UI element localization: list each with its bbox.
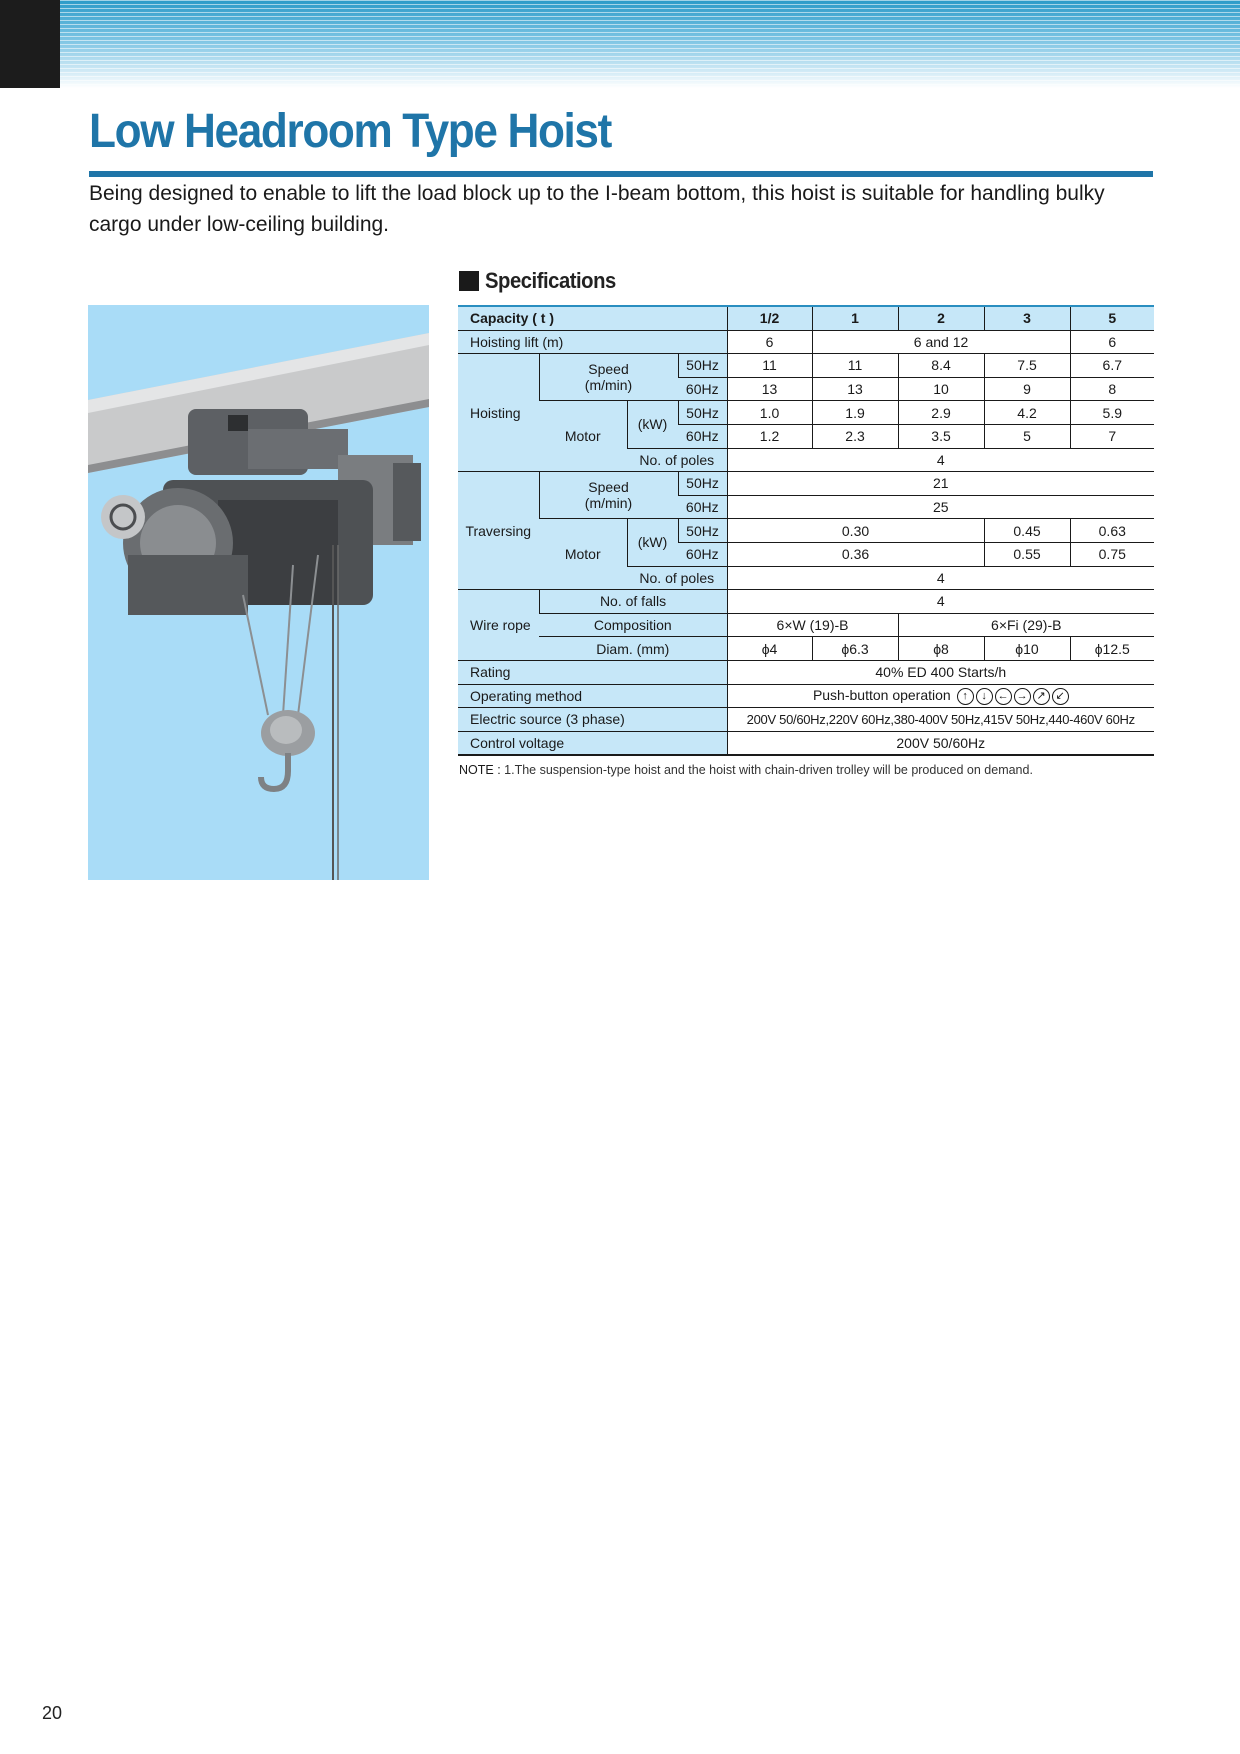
table-cell: 1.2 bbox=[727, 424, 812, 448]
hoisting-motor-label: Motor bbox=[539, 401, 627, 472]
control-voltage-label: Control voltage bbox=[458, 731, 727, 755]
table-cell: 6×W (19)-B bbox=[727, 613, 898, 637]
page-title: Low Headroom Type Hoist bbox=[89, 105, 611, 158]
electric-source-label: Electric source (3 phase) bbox=[458, 708, 727, 732]
arrow-right-icon: → bbox=[1014, 688, 1031, 705]
table-cell: 4 bbox=[727, 566, 1154, 590]
note-prefix: NOTE : bbox=[459, 763, 501, 777]
hoisting-speed-label: Speed (m/min) bbox=[539, 354, 678, 401]
falls-label: No. of falls bbox=[539, 590, 727, 614]
table-cell: 0.30 bbox=[727, 519, 984, 543]
freq-50hz-label: 50Hz bbox=[678, 472, 727, 496]
table-cell: ϕ12.5 bbox=[1070, 637, 1154, 661]
table-cell: 40% ED 400 Starts/h bbox=[727, 660, 1154, 684]
capacity-value: 3 bbox=[984, 306, 1070, 330]
wire-rope-falls-row bbox=[458, 590, 1154, 614]
capacity-value: 1 bbox=[812, 306, 898, 330]
table-cell: 10 bbox=[898, 377, 984, 401]
capacity-row bbox=[458, 306, 1154, 330]
table-cell: 6 bbox=[727, 330, 812, 354]
table-cell: 4.2 bbox=[984, 401, 1070, 425]
table-cell: 5 bbox=[984, 424, 1070, 448]
footnote bbox=[459, 763, 1033, 777]
table-cell: 200V 50/60Hz bbox=[727, 731, 1154, 755]
hoisting-lift-label: Hoisting lift (m) bbox=[458, 330, 727, 354]
table-cell: 1.0 bbox=[727, 401, 812, 425]
table-cell: 200V 50/60Hz,220V 60Hz,380-400V 50Hz,415V 50Hz,440-460V 60Hz bbox=[727, 708, 1154, 732]
wire-rope-composition-row bbox=[458, 613, 1154, 637]
table-cell: 6 and 12 bbox=[812, 330, 1070, 354]
table-cell: 6×Fi (29)-B bbox=[898, 613, 1154, 637]
freq-60hz-label: 60Hz bbox=[678, 495, 727, 519]
table-cell: 25 bbox=[727, 495, 1154, 519]
table-cell: 4 bbox=[727, 448, 1154, 472]
table-cell: 0.75 bbox=[1070, 542, 1154, 566]
table-cell: 5.9 bbox=[1070, 401, 1154, 425]
capacity-value: 5 bbox=[1070, 306, 1154, 330]
intro-text: Being designed to enable to lift the load block up to the I-beam bottom, this hoist is suitable for handling bulky cargo under low-ceiling building. bbox=[89, 182, 1105, 236]
freq-50hz-label: 50Hz bbox=[678, 401, 727, 425]
table-cell: 6 bbox=[1070, 330, 1154, 354]
traversing-speed-50-row bbox=[458, 472, 1154, 496]
traversing-kw-50-row bbox=[458, 519, 1154, 543]
table-cell: 13 bbox=[812, 377, 898, 401]
table-cell: 11 bbox=[812, 354, 898, 378]
hoist-photo bbox=[88, 305, 429, 880]
operating-method-label: Operating method bbox=[458, 684, 727, 708]
header-band bbox=[0, 0, 1240, 88]
table-cell: 13 bbox=[727, 377, 812, 401]
traversing-speed-label: Speed (m/min) bbox=[539, 472, 678, 519]
composition-label: Composition bbox=[539, 613, 727, 637]
freq-60hz-label: 60Hz bbox=[678, 377, 727, 401]
table-cell: ϕ10 bbox=[984, 637, 1070, 661]
arrow-diagonal-up-icon: ↗ bbox=[1033, 688, 1050, 705]
traversing-kw-label: (kW) bbox=[627, 519, 678, 566]
table-cell: 6.7 bbox=[1070, 354, 1154, 378]
arrow-up-icon: ↑ bbox=[957, 688, 974, 705]
table-cell: 8 bbox=[1070, 377, 1154, 401]
specifications-table bbox=[458, 305, 1154, 756]
table-cell: 4 bbox=[727, 590, 1154, 614]
freq-50hz-label: 50Hz bbox=[678, 519, 727, 543]
traversing-poles-label: No. of poles bbox=[627, 566, 727, 590]
wire-rope-diam-row bbox=[458, 637, 1154, 661]
table-cell: 2.3 bbox=[812, 424, 898, 448]
arrow-diagonal-down-icon: ↙ bbox=[1052, 688, 1069, 705]
table-cell: ϕ8 bbox=[898, 637, 984, 661]
freq-60hz-label: 60Hz bbox=[678, 542, 727, 566]
table-cell: 1.9 bbox=[812, 401, 898, 425]
control-voltage-row bbox=[458, 731, 1154, 755]
table-cell: 0.36 bbox=[727, 542, 984, 566]
table-cell: 9 bbox=[984, 377, 1070, 401]
hoisting-poles-label: No. of poles bbox=[627, 448, 727, 472]
corner-tab bbox=[0, 0, 60, 88]
section-heading: Specifications bbox=[459, 268, 627, 294]
table-cell: 7 bbox=[1070, 424, 1154, 448]
hoisting-kw-label: (kW) bbox=[627, 401, 678, 448]
freq-60hz-label: 60Hz bbox=[678, 424, 727, 448]
operating-method-row bbox=[458, 684, 1154, 708]
rating-row bbox=[458, 660, 1154, 684]
table-cell: 0.63 bbox=[1070, 519, 1154, 543]
note-text: 1.The suspension-type hoist and the hoist with chain-driven trolley will be produced on demand. bbox=[504, 763, 1033, 777]
square-bullet-icon bbox=[459, 271, 479, 291]
hoisting-label: Hoisting bbox=[458, 354, 539, 472]
freq-50hz-label: 50Hz bbox=[678, 354, 727, 378]
page-number: 20 bbox=[42, 1703, 63, 1723]
electric-source-row bbox=[458, 708, 1154, 732]
table-cell: 7.5 bbox=[984, 354, 1070, 378]
capacity-value: 1/2 bbox=[727, 306, 812, 330]
hoisting-kw-50-row bbox=[458, 401, 1154, 425]
hoisting-lift-row bbox=[458, 330, 1154, 354]
diam-label: Diam. (mm) bbox=[539, 637, 727, 661]
table-cell: ϕ4 bbox=[727, 637, 812, 661]
wire-rope-label: Wire rope bbox=[458, 590, 539, 661]
traversing-motor-label: Motor bbox=[539, 519, 627, 590]
capacity-label: Capacity ( t ) bbox=[458, 306, 727, 330]
traversing-label: Traversing bbox=[458, 472, 539, 590]
arrow-down-icon: ↓ bbox=[976, 688, 993, 705]
arrow-left-icon: ← bbox=[995, 688, 1012, 705]
table-cell: 2.9 bbox=[898, 401, 984, 425]
hoisting-speed-50-row bbox=[458, 354, 1154, 378]
table-cell: 11 bbox=[727, 354, 812, 378]
table-cell: 8.4 bbox=[898, 354, 984, 378]
capacity-value: 2 bbox=[898, 306, 984, 330]
table-cell: 0.55 bbox=[984, 542, 1070, 566]
rating-label: Rating bbox=[458, 660, 727, 684]
table-cell: 3.5 bbox=[898, 424, 984, 448]
title-rule bbox=[89, 171, 1153, 177]
table-cell: ϕ6.3 bbox=[812, 637, 898, 661]
table-cell: 21 bbox=[727, 472, 1154, 496]
table-cell: 0.45 bbox=[984, 519, 1070, 543]
operating-method-cell: Push-button operation ↑ ↓ ← → ↗ ↙ bbox=[727, 684, 1154, 708]
